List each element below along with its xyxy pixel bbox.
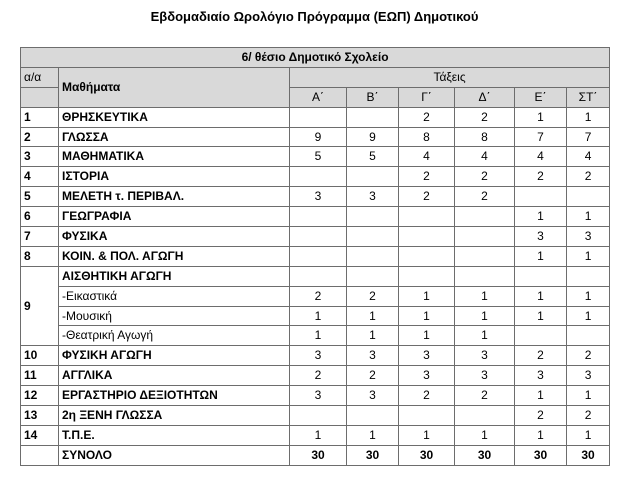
hours-cell: 1 — [567, 425, 610, 445]
subject-name: ΕΡΓΑΣΤΗΡΙΟ ΔΕΞΙΟΤΗΤΩΝ — [59, 386, 290, 406]
hours-cell: 1 — [399, 326, 455, 346]
hours-cell: 2 — [455, 386, 515, 406]
hours-cell — [347, 266, 399, 286]
subject-name: ΘΡΗΣΚΕΥΤΙΚΑ — [59, 107, 290, 127]
grade-header: Δ΄ — [455, 87, 515, 107]
row-index: 9 — [21, 266, 59, 346]
grade-header: Ε΄ — [515, 87, 567, 107]
hours-cell: 2 — [455, 107, 515, 127]
hours-cell: 1 — [515, 107, 567, 127]
row-index: 2 — [21, 127, 59, 147]
hours-cell: 4 — [399, 147, 455, 167]
hours-cell: 7 — [515, 127, 567, 147]
school-title: 6/ θέσιο Δημοτικό Σχολείο — [21, 48, 610, 68]
row-index: 1 — [21, 107, 59, 127]
hours-cell — [290, 266, 347, 286]
hours-cell — [515, 187, 567, 207]
subject-name: ΦΥΣΙΚΗ ΑΓΩΓΗ — [59, 346, 290, 366]
hours-cell: 2 — [455, 187, 515, 207]
subject-name: ΚΟΙΝ. & ΠΟΛ. ΑΓΩΓΗ — [59, 246, 290, 266]
timetable-table — [20, 47, 610, 466]
hours-cell: 8 — [399, 127, 455, 147]
hours-cell: 1 — [567, 107, 610, 127]
table-row — [21, 266, 610, 286]
row-index: 10 — [21, 346, 59, 366]
hours-cell: 9 — [347, 127, 399, 147]
hours-cell — [290, 227, 347, 247]
hours-cell — [399, 207, 455, 227]
table-row — [21, 107, 610, 127]
total-cell: 30 — [455, 445, 515, 465]
hours-cell — [347, 227, 399, 247]
subject-name: ΓΕΩΓΡΑΦΙΑ — [59, 207, 290, 227]
hours-cell — [290, 406, 347, 426]
table-row — [21, 326, 610, 346]
hours-cell: 1 — [399, 286, 455, 306]
hours-cell: 3 — [347, 346, 399, 366]
hours-cell: 1 — [515, 425, 567, 445]
hours-cell: 1 — [290, 306, 347, 326]
hours-cell: 1 — [290, 326, 347, 346]
hours-cell: 2 — [290, 366, 347, 386]
row-index: 3 — [21, 147, 59, 167]
hours-cell — [567, 326, 610, 346]
hours-cell: 1 — [515, 207, 567, 227]
hours-cell: 9 — [290, 127, 347, 147]
hours-cell: 2 — [567, 167, 610, 187]
table-row — [21, 147, 610, 167]
subject-name: -Εικαστικά — [59, 286, 290, 306]
row-index: 13 — [21, 406, 59, 426]
hours-cell: 4 — [567, 147, 610, 167]
hours-cell: 1 — [455, 306, 515, 326]
table-row — [21, 306, 610, 326]
hours-cell: 1 — [290, 425, 347, 445]
hours-cell — [347, 246, 399, 266]
hours-cell: 1 — [455, 286, 515, 306]
hours-cell — [455, 406, 515, 426]
table-row — [21, 386, 610, 406]
hours-cell: 2 — [567, 346, 610, 366]
subject-name: 2η ΞΕΝΗ ΓΛΩΣΣΑ — [59, 406, 290, 426]
hours-cell: 3 — [290, 187, 347, 207]
subject-name: ΦΥΣΙΚΑ — [59, 227, 290, 247]
table-row — [21, 425, 610, 445]
hours-cell: 7 — [567, 127, 610, 147]
total-cell: 30 — [347, 445, 399, 465]
table-row — [21, 246, 610, 266]
hours-cell: 8 — [455, 127, 515, 147]
hours-cell: 1 — [567, 246, 610, 266]
subject-name: ΑΓΓΛΙΚΑ — [59, 366, 290, 386]
row-index: 14 — [21, 425, 59, 445]
hours-cell — [455, 207, 515, 227]
hours-cell: 3 — [347, 187, 399, 207]
hours-cell: 2 — [290, 286, 347, 306]
table-row — [21, 167, 610, 187]
table-row — [21, 227, 610, 247]
hours-cell: 4 — [515, 147, 567, 167]
row-index: 5 — [21, 187, 59, 207]
hours-cell: 1 — [455, 425, 515, 445]
document-title: Εβδομαδιαίο Ωρολόγιο Πρόγραμμα (ΕΩΠ) Δημοτικού — [150, 9, 479, 24]
hours-cell — [399, 266, 455, 286]
hours-cell: 5 — [347, 147, 399, 167]
col-subjects-header: Μαθήματα — [59, 67, 290, 107]
col-index-header-blank — [21, 87, 59, 107]
total-label: ΣΥΝΟΛΟ — [59, 445, 290, 465]
hours-cell — [455, 266, 515, 286]
subject-name: -Θεατρική Αγωγή — [59, 326, 290, 346]
table-row — [21, 286, 610, 306]
hours-cell — [455, 227, 515, 247]
hours-cell: 3 — [347, 386, 399, 406]
hours-cell — [567, 187, 610, 207]
table-row — [21, 127, 610, 147]
hours-cell: 1 — [515, 286, 567, 306]
hours-cell: 1 — [567, 386, 610, 406]
table-row — [21, 406, 610, 426]
table-row — [21, 187, 610, 207]
hours-cell: 1 — [515, 246, 567, 266]
hours-cell: 2 — [399, 107, 455, 127]
grade-header: Β΄ — [347, 87, 399, 107]
hours-cell — [290, 107, 347, 127]
hours-cell: 2 — [347, 366, 399, 386]
grade-header: ΣΤ΄ — [567, 87, 610, 107]
hours-cell: 2 — [399, 187, 455, 207]
hours-cell — [290, 207, 347, 227]
hours-cell — [290, 167, 347, 187]
subject-name: ΓΛΩΣΣΑ — [59, 127, 290, 147]
hours-cell: 3 — [515, 366, 567, 386]
hours-cell: 1 — [567, 286, 610, 306]
grade-header: Γ΄ — [399, 87, 455, 107]
hours-cell — [455, 246, 515, 266]
hours-cell: 3 — [515, 227, 567, 247]
hours-cell: 3 — [290, 346, 347, 366]
row-index: 12 — [21, 386, 59, 406]
total-row — [21, 445, 610, 465]
hours-cell: 2 — [515, 346, 567, 366]
hours-cell — [347, 167, 399, 187]
table-row — [21, 346, 610, 366]
hours-cell: 5 — [290, 147, 347, 167]
hours-cell: 2 — [347, 286, 399, 306]
hours-cell: 1 — [399, 306, 455, 326]
subject-name: Τ.Π.Ε. — [59, 425, 290, 445]
hours-cell: 3 — [290, 386, 347, 406]
table-row — [21, 366, 610, 386]
hours-cell: 2 — [399, 386, 455, 406]
hours-cell — [347, 406, 399, 426]
row-index: 7 — [21, 227, 59, 247]
total-cell: 30 — [567, 445, 610, 465]
hours-cell: 2 — [515, 406, 567, 426]
hours-cell — [515, 266, 567, 286]
subject-name: ΜΑΘΗΜΑΤΙΚΑ — [59, 147, 290, 167]
hours-cell: 2 — [515, 167, 567, 187]
hours-cell: 3 — [455, 366, 515, 386]
hours-cell: 1 — [347, 306, 399, 326]
col-index-header: α/α — [21, 67, 59, 87]
hours-cell — [399, 246, 455, 266]
hours-cell: 1 — [567, 207, 610, 227]
hours-cell: 4 — [455, 147, 515, 167]
hours-cell — [399, 227, 455, 247]
hours-cell: 3 — [455, 346, 515, 366]
subject-name: ΜΕΛΕΤΗ τ. ΠΕΡΙΒΑΛ. — [59, 187, 290, 207]
hours-cell: 2 — [567, 406, 610, 426]
total-index-blank — [21, 445, 59, 465]
col-grades-header: Τάξεις — [290, 67, 610, 87]
row-index: 8 — [21, 246, 59, 266]
hours-cell — [347, 207, 399, 227]
hours-cell: 1 — [399, 425, 455, 445]
table-row — [21, 207, 610, 227]
hours-cell: 1 — [347, 425, 399, 445]
hours-cell: 3 — [399, 366, 455, 386]
hours-cell — [399, 406, 455, 426]
total-cell: 30 — [290, 445, 347, 465]
hours-cell: 1 — [567, 306, 610, 326]
grade-header: Α΄ — [290, 87, 347, 107]
subject-name: ΑΙΣΘΗΤΙΚΗ ΑΓΩΓΗ — [59, 266, 290, 286]
hours-cell — [347, 107, 399, 127]
hours-cell: 2 — [399, 167, 455, 187]
hours-cell: 1 — [347, 326, 399, 346]
hours-cell: 1 — [515, 306, 567, 326]
total-cell: 30 — [515, 445, 567, 465]
hours-cell — [515, 326, 567, 346]
row-index: 11 — [21, 366, 59, 386]
hours-cell — [290, 246, 347, 266]
subject-name: -Μουσική — [59, 306, 290, 326]
row-index: 6 — [21, 207, 59, 227]
hours-cell — [567, 266, 610, 286]
hours-cell: 3 — [567, 366, 610, 386]
hours-cell: 2 — [455, 167, 515, 187]
subject-name: ΙΣΤΟΡΙΑ — [59, 167, 290, 187]
hours-cell: 3 — [567, 227, 610, 247]
total-cell: 30 — [399, 445, 455, 465]
hours-cell: 1 — [515, 386, 567, 406]
hours-cell: 3 — [399, 346, 455, 366]
row-index: 4 — [21, 167, 59, 187]
hours-cell: 1 — [455, 326, 515, 346]
